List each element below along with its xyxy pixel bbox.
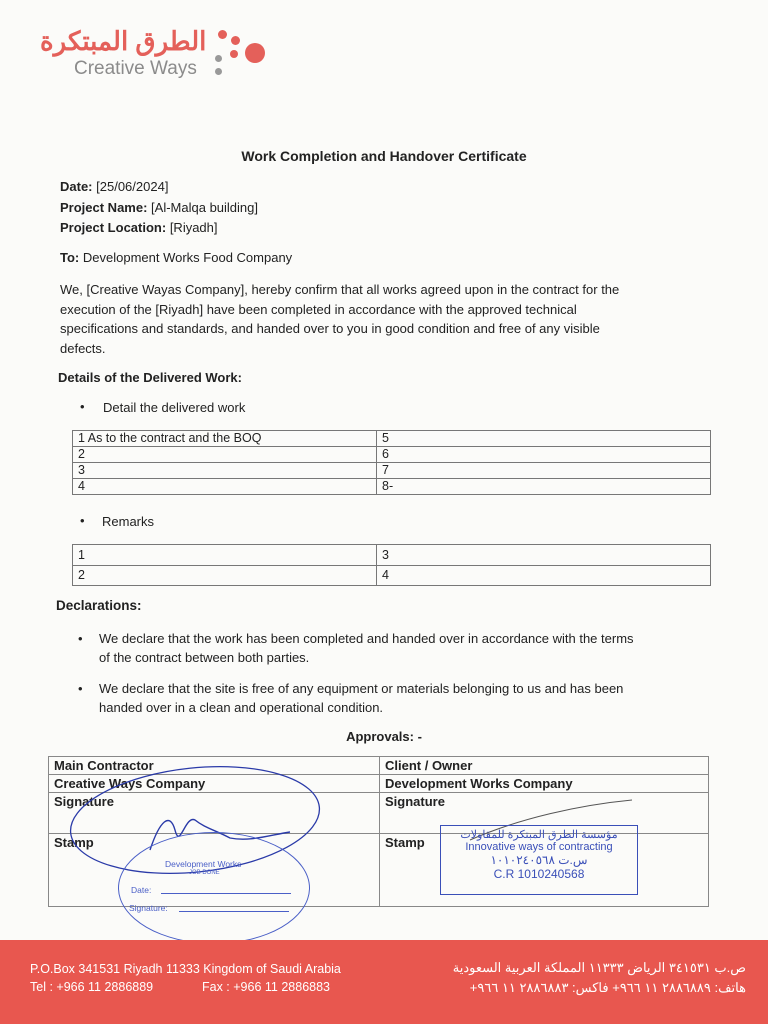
declaration-line: handed over in a clean and operational condition. — [99, 700, 384, 715]
client-company: Development Works Company — [380, 775, 709, 793]
bullet-icon: • — [80, 399, 85, 414]
page-title: Work Completion and Handover Certificate — [241, 148, 527, 164]
project-location-label: Project Location: — [60, 220, 167, 235]
contractor-stamp-label: Stamp — [49, 834, 380, 907]
table-cell: 6 — [377, 447, 711, 463]
stamp-date-label: Date: — [131, 885, 152, 895]
stamp-line2: Innovative ways of contracting — [465, 841, 613, 853]
stamp-line3: س.ت ١٠١٠٢٤٠٥٦٨ — [490, 853, 588, 867]
table-cell: 2 — [73, 447, 377, 463]
client-stamp-label: Stamp — [380, 834, 709, 907]
main-contractor-label: Main Contractor — [49, 757, 380, 775]
declaration-line: We declare that the work has been completed and handed over in accordance with the terms — [99, 631, 634, 646]
paragraph-line: defects. — [60, 340, 106, 356]
stamp-line4: C.R 1010240568 — [493, 867, 585, 881]
contractor-company: Creative Ways Company — [49, 775, 380, 793]
stamp-signature-label: Signature: — [129, 903, 168, 913]
creative-ways-stamp — [440, 825, 638, 895]
table-cell: 1 As to the contract and the BOQ — [73, 431, 377, 447]
paragraph-line: execution of the [Riyadh] have been completed in accordance with the approved technical — [60, 301, 577, 317]
footer-phone-ar: هاتف: ٢٨٨٦٨٨٩ ١١ ٩٦٦+ فاكس: ٢٨٨٦٨٨٣ ١١ ٩٦٦+ — [469, 980, 746, 995]
table-cell: 2 — [73, 566, 377, 586]
date-label: Date: — [60, 179, 93, 194]
to-label: To: — [60, 250, 80, 265]
table-cell: 3 — [73, 463, 377, 479]
table-cell: 4 — [377, 566, 711, 586]
table-cell: 8- — [377, 479, 711, 495]
table-cell: 1 — [73, 545, 377, 566]
footer-tel-en: Tel : +966 11 2886889 — [30, 980, 154, 994]
declaration-line: We declare that the site is free of any equipment or materials belonging to us and has been — [99, 681, 624, 696]
footer-fax-en: Fax : +966 11 2886883 — [202, 980, 330, 994]
bullet-icon: • — [80, 513, 85, 528]
declaration-line: of the contract between both parties. — [99, 650, 310, 665]
logo-english-text: Creative Ways — [74, 58, 197, 79]
development-works-stamp — [118, 832, 310, 944]
table-cell: 7 — [377, 463, 711, 479]
logo-arabic-text: الطرق المبتكرة — [40, 26, 207, 56]
details-heading: Details of the Delivered Work: — [58, 370, 242, 385]
table-cell: 5 — [377, 431, 711, 447]
declarations-heading: Declarations: — [56, 598, 142, 613]
remarks-bullet-text: Remarks — [102, 514, 155, 529]
approvals-heading: Approvals: - — [346, 729, 422, 744]
details-bullet-text: Detail the delivered work — [103, 400, 246, 415]
stamp-sub: JOB DONE — [189, 870, 220, 876]
stamp-line1: مؤسسة الطرق المبتكرة للمقاولات — [460, 829, 618, 841]
client-owner-label: Client / Owner — [380, 757, 709, 775]
paragraph-line: We, [Creative Wayas Company], hereby confirm that all works agreed upon in the contract for the — [60, 282, 620, 297]
table-cell: 3 — [377, 545, 711, 566]
paragraph-line: specifications and standards, and handed over to you in good condition and free of any visible — [60, 321, 600, 336]
bullet-icon: • — [78, 681, 83, 696]
table-cell: 4 — [73, 479, 377, 495]
project-name-value: [Al-Malqa building] — [151, 200, 258, 215]
project-location-value: [Riyadh] — [169, 220, 218, 235]
footer-address-en: P.O.Box 341531 Riyadh 11333 Kingdom of Saudi Arabia — [30, 962, 341, 976]
stamp-name: Development Works — [165, 859, 242, 869]
footer-address-ar: ص.ب ٣٤١٥٣١ الرياض ١١٣٣٣ المملكة العربية السعودية — [452, 960, 746, 975]
bullet-icon: • — [78, 631, 83, 646]
contractor-signature-label: Signature — [49, 793, 380, 834]
date-value: [25/06/2024] — [96, 179, 169, 194]
to-value: Development Works Food Company — [82, 250, 293, 265]
footer-bar — [0, 940, 768, 1024]
client-signature-label: Signature — [380, 793, 709, 834]
project-name-label: Project Name: — [60, 200, 148, 215]
